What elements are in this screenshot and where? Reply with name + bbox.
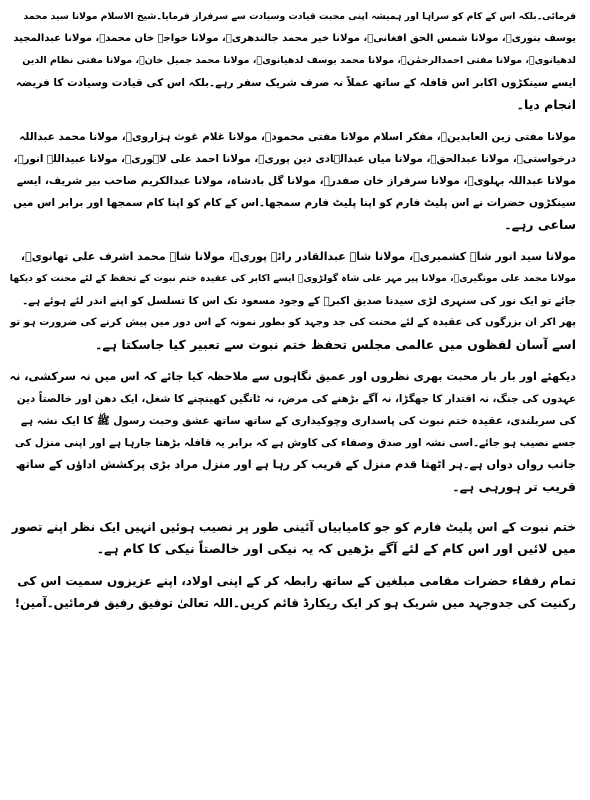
text-line: فرمائی۔بلکہ اس کے کام کو سراہا اور ہمیشہ اپنی محبت قیادت وسیادت سے سرفراز فرمایا۔شیخ الاسلام مولانا سید محمد xyxy=(23,11,576,22)
paragraph-1 xyxy=(10,6,576,116)
text-line: پھر اکر ان بزرگوں کی عقیدہ کے لئے محنت کی جد وجہد کو بطور نمونہ کے اس دور میں پیش کرنے کی ضرورت ہو تو xyxy=(10,317,576,328)
paragraph-6 xyxy=(10,570,576,614)
paragraph-4 xyxy=(10,366,576,498)
text-line: مولانا محمد علی مونگیریؒ، مولانا پیر مہر علی شاہ گولڑویؒ ایسے اکابر کی عقیدہ ختم نبوت کے تحفظ کے لئے محنت کو دیکھا xyxy=(9,273,576,284)
text-line: رکنیت کی جدوجہد میں شریک ہو کر ایک ریکارڈ قائم کریں۔اللہ تعالیٰ توفیق رفیق فرمائیں۔آمین! xyxy=(14,596,576,610)
text-line: ایسے سینکڑوں اکابر اس قافلہ کے ساتھ عملاً نہ صرف شریک سفر رہے۔بلکہ اس کی قیادت وسیادت کا فریضہ xyxy=(15,77,576,89)
text-line: ختم نبوت کے اس پلیٹ فارم کو جو کامیابیاں آئینی طور پر نصیب ہوئیں انہیں ایک نظر اپنے تصور xyxy=(11,520,576,534)
paragraph-gap xyxy=(10,116,576,126)
paragraph-3 xyxy=(10,246,576,356)
text-line: جائے تو ایک نور کی سنہری لڑی سیدنا صدیق اکبرؓ کے وجود مسعود تک اس کا تسلسل کو اپنے اندر لئے ہوئے ہے۔ xyxy=(22,295,576,307)
paragraph-gap xyxy=(10,236,576,246)
paragraph-2 xyxy=(10,126,576,236)
paragraph-gap xyxy=(10,498,576,516)
paragraph-gap xyxy=(10,356,576,366)
text-line: دیکھئے اور بار بار محبت بھری نظروں اور عمیق نگاہوں سے ملاحظہ کیا جائے کہ اس میں نہ سرکشی، نہ xyxy=(9,370,576,383)
text-line: ساعی رہے۔ xyxy=(504,217,576,232)
text-line: جسے نصیب ہو جائے۔اسی نشہ اور صدق وصفاء کی کاوش ہے کہ برابر یہ قافلہ بڑھتا جارہا ہے اور اپنی منزل کی xyxy=(14,437,576,449)
text-line: سینکڑوں حضرات نے اس پلیٹ فارم کو اپنا پلیٹ فارم سمجھا۔اس کے کام کو اپنا کام سمجھا اور برابر اس میں xyxy=(13,197,576,209)
text-line: میں لائیں اور اس کام کے لئے آگے بڑھیں کہ یہ نیکی اور خالصتاً نیکی کا کام ہے۔ xyxy=(96,541,576,556)
text-line: جانب رواں دواں ہے۔ہر اٹھتا قدم منزل کے قریب کر رہا ہے اور منزل مراد بڑی پرکشش اداؤں کے ساتھ xyxy=(15,458,576,471)
text-line: درخواستیؒ، مولانا عبدالحقؒ، مولانا میاں عبدالہادی دین پوریؒ، مولانا احمد علی لاہوریؒ، مولانا عبیداللہ انورؒ، xyxy=(13,153,576,165)
text-line: قریب تر ہورہی ہے۔ xyxy=(452,479,576,494)
text-line: کی سربلندی، عقیدہ ختم نبوت کی پاسداری وچوکیداری کے ساتھ ساتھ عشق وحبت رسول ﷺ کا ایک نشہ ہے xyxy=(20,415,576,427)
text-line: انجام دیا۔ xyxy=(516,97,576,112)
text-line: اسے آسان لفظوں میں عالمی مجلس تحفظ ختم نبوت سے تعبیر کیا جاسکتا ہے۔ xyxy=(95,337,576,352)
text-line: لدھیانویؒ، مولانا مفتی احمدالرحمٰنؒ، مولانا محمد یوسف لدھیانویؒ، مولانا محمد جمیل خانؒ، مولانا مفتی نظام الدین xyxy=(22,55,576,66)
text-line: تمام رفقاء حضرات مقامی مبلغین کے ساتھ رابطہ کر کے اپنی اولاد، اپنے عزیزوں سمیت اس کی xyxy=(17,574,576,588)
text-line: یوسف بنوریؒ، مولانا شمس الحق افغانیؒ، مولانا خیر محمد جالندھریؒ، مولانا خواجہ خان محمدؒ، مولانا عبدالمجید xyxy=(13,33,576,44)
paragraph-gap xyxy=(10,560,576,570)
text-line: مولانا سید انور شاہ کشمیریؒ، مولانا شاہ عبدالقادر رائے پوریؒ، مولانا شاہ محمد اشرف علی تھانویؒ، xyxy=(20,250,576,263)
text-line: عہدوں کی جنگ، نہ اقتدار کا جھگڑا، نہ آگے بڑھنے کی مرض، نہ ٹانگیں کھینچنے کا شغل، ایک دھن اور خالصتاً دین xyxy=(16,393,576,405)
text-line: مولانا مفتی زین العابدینؒ، مفکر اسلام مولانا مفتی محمودؒ، مولانا غلام غوث ہزارویؒ، مولانا محمد عبداللہ xyxy=(19,131,576,143)
paragraph-5 xyxy=(10,516,576,560)
text-line: مولانا عبداللہ بہلویؒ، مولانا سرفراز خان صفدرؒ، مولانا گل بادشاہ، مولانا عبدالکریم صاحب بیر شریف، ایسے xyxy=(16,175,576,187)
